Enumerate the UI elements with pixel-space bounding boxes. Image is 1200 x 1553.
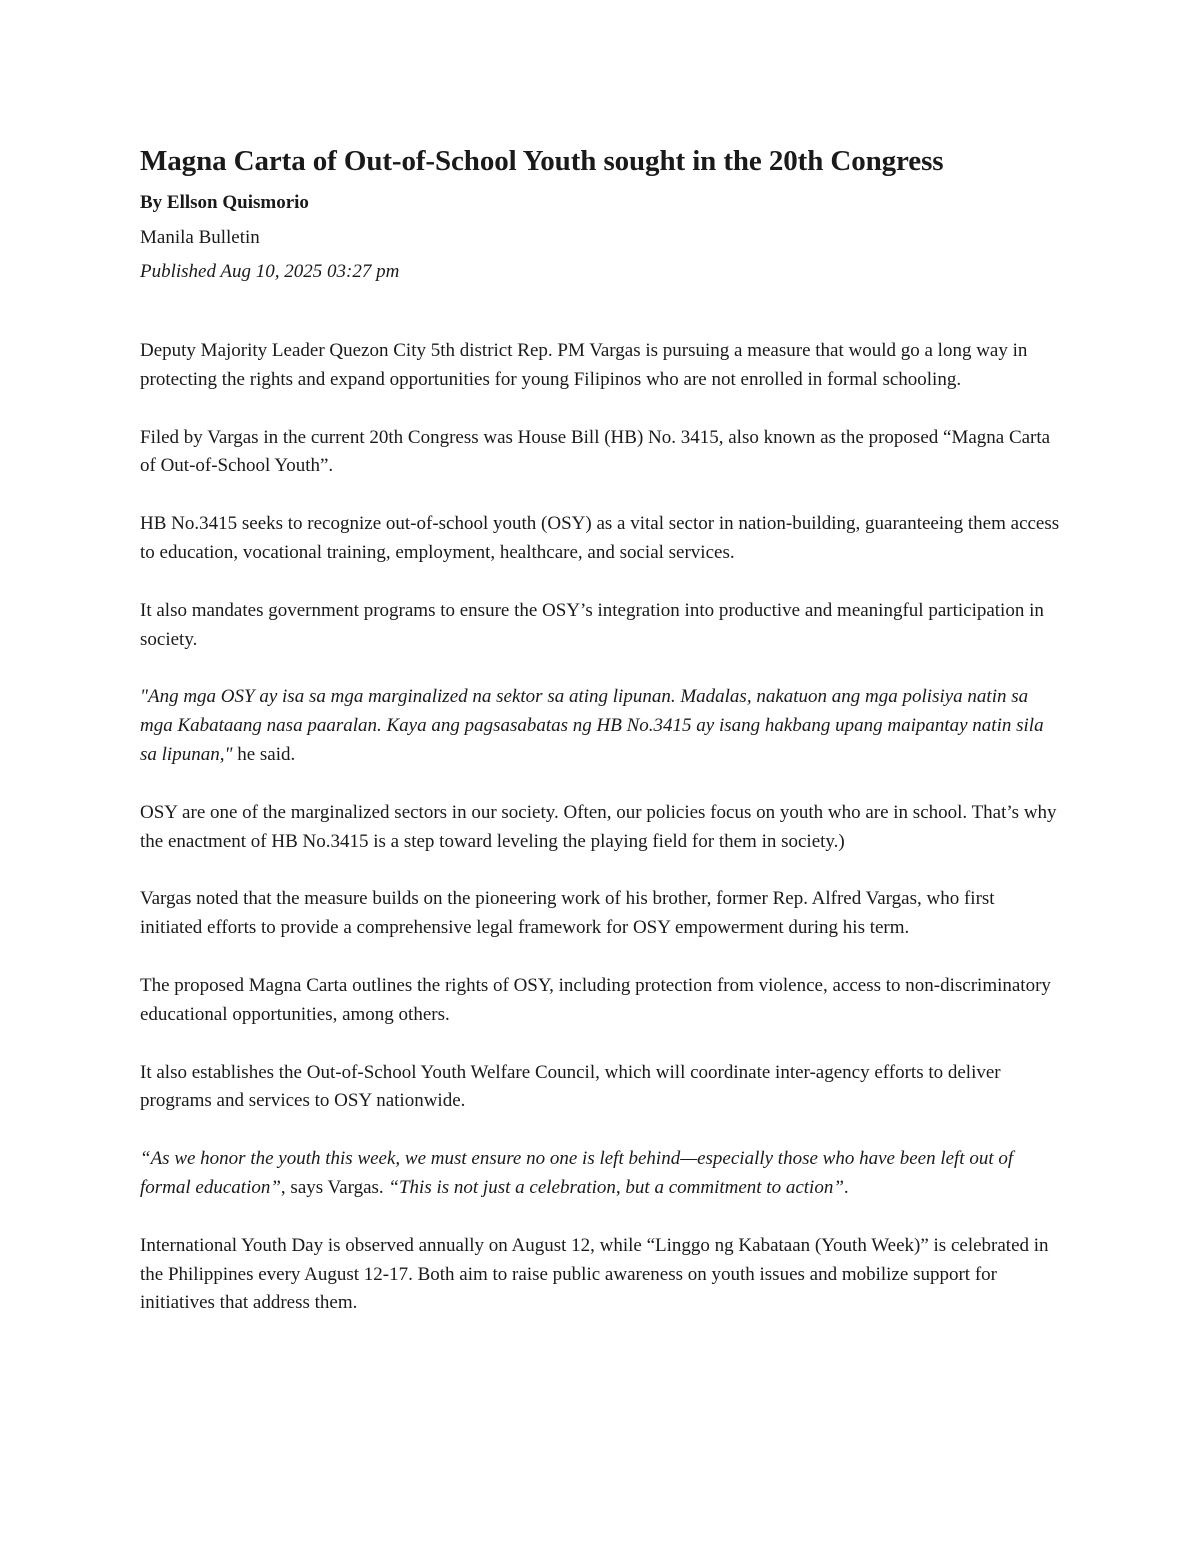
paragraph-11: International Youth Day is observed annually on August 12, while “Linggo ng Kabataan (Youth Week)” is celebrated in the Philippines every August 12-17. Both aim to raise public awareness on youth issues and mobilize support for initiatives that address them.	[140, 1234, 1049, 1314]
article-title: Magna Carta of Out-of-School Youth sought in the 20th Congress	[140, 145, 944, 177]
paragraph-1: Deputy Majority Leader Quezon City 5th district Rep. PM Vargas is pursuing a measure that would go a long way in protecting the rights and expand opportunities for young Filipinos who are not enrolled in formal schooling.	[140, 340, 1028, 390]
quote-vargas-2: “This is not just a celebration, but a commitment to action”	[388, 1176, 844, 1198]
article-byline: By Ellson Quismorio	[140, 192, 309, 213]
paragraph-9: It also establishes the Out-of-School Youth Welfare Council, which will coordinate inter-agency efforts to deliver programs and services to OSY nationwide.	[140, 1061, 1001, 1112]
paragraph-7: Vargas noted that the measure builds on the pioneering work of his brother, former Rep. Alfred Vargas, who first initiated efforts to provide a comprehensive legal framework for OSY empowerment during his term.	[140, 888, 995, 939]
paragraph-3: HB No.3415 seeks to recognize out-of-school youth (OSY) as a vital sector in nation-building, guaranteeing them access to education, vocational training, employment, healthcare, and social services.	[140, 513, 1060, 563]
paragraph-4: It also mandates government programs to ensure the OSY’s integration into productive and meaningful participation in society.	[140, 599, 1044, 650]
article	[140, 140, 1060, 1318]
quote-tagalog: "Ang mga OSY ay isa sa mga marginalized na sektor sa ating lipunan. Madalas, nakatuon ang mga polisiya natin sa mga Kabataang nasa paaralan. Kaya ang pagsasabatas ng HB No.3415 ay isang hakbang upang maipantay natin sila sa lipunan,"	[140, 686, 1044, 765]
article-outlet: Manila Bulletin	[140, 227, 260, 248]
quote-attribution: he said.	[232, 743, 296, 765]
article-body	[140, 337, 1060, 1318]
article-published-date: Published Aug 10, 2025 03:27 pm	[140, 261, 400, 282]
quote-vargas-1: “As we honor the youth this week, we must ensure no one is left behind—especially those who have been left out of formal education”	[140, 1148, 1014, 1198]
paragraph-8: The proposed Magna Carta outlines the rights of OSY, including protection from violence, access to non-discriminatory educational opportunities, among others.	[140, 974, 1051, 1025]
paragraph-10	[140, 1145, 1060, 1203]
quote-attribution-says: , says Vargas.	[280, 1176, 389, 1198]
quote-end-period: .	[843, 1176, 849, 1198]
paragraph-2: Filed by Vargas in the current 20th Congress was House Bill (HB) No. 3415, also known as the proposed “Magna Carta of Out-of-School Youth”.	[140, 426, 1051, 477]
paragraph-5	[140, 683, 1060, 769]
paragraph-6: OSY are one of the marginalized sectors in our society. Often, our policies focus on youth who are in school. That’s why the enactment of HB No.3415 is a step toward leveling the playing field for them in society.)	[140, 801, 1057, 852]
